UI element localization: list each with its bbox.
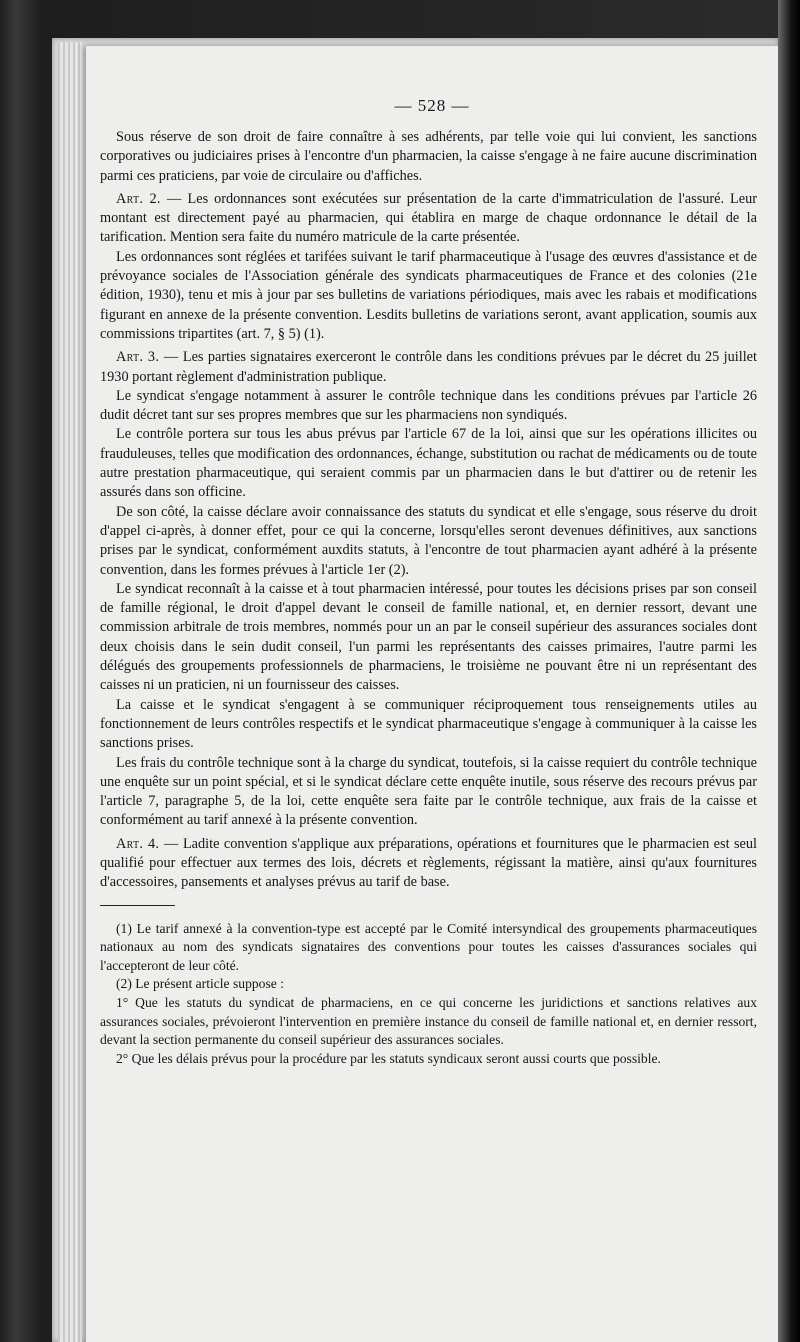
footnote: (2) Le présent article suppose :	[116, 976, 284, 992]
paragraph: Le syndicat s'engage notamment à assurer le contrôle technique dans les conditions prévues par l'article 26 dudit décret tant sur ses propres membres que sur les pharmaciens non syndiqués.	[100, 387, 757, 424]
article-paragraph: Art. 3. — Les parties signataires exerceront le contrôle dans les conditions prévues par le décret du 25 juillet 1930 portant règlement d'administration publique.	[100, 349, 757, 385]
paragraph: De son côté, la caisse déclare avoir connaissance des statuts du syndicat et elle s'engage, sous réserve du droit d'appel ci-après, à donner effet, pour ce qui la concerne, lorsqu'elles seront devenues définitives, aux sanctions prises par le syndicat, conformément auxdits statuts, à l'encontre de tout pharmacien ayant adhéré à la présente convention, dans les formes prévues à l'article 1er (2).	[100, 503, 757, 578]
paragraph: Les frais du contrôle technique sont à la charge du syndicat, toutefois, si la caisse requiert du contrôle technique une enquête sur un point spécial, et si le syndicat déclare cette enquête inutile, sous réserve des recours prévus par l'article 7, paragraphe 5, de la loi, cette enquête sera faite par le contrôle technique, aux frais de la caisse et conformément au tarif annexé à la présente convention.	[100, 754, 757, 829]
article-heading: Art. 4. —	[116, 835, 179, 852]
footnote: 1° Que les statuts du syndicat de pharmaciens, en ce qui concerne les juridictions et sanctions relatives aux assurances sociales, prévoieront l'intervention en première instance du conseil de famille national et, en dernier ressort, devant la section permanente du conseil supérieur des assurances sociales.	[100, 994, 757, 1048]
footnotes	[100, 920, 757, 1069]
article-heading: Art. 2. —	[116, 190, 182, 207]
footnote: (1) Le tarif annexé à la convention-type est accepté par le Comité intersyndical des groupements pharmaceutiques nationaux au nom des syndicats signataires des conventions pour toutes les caisses d'assurances sociales qui l'accepteront de leur côté.	[100, 920, 757, 973]
paragraph: La caisse et le syndicat s'engagent à se communiquer réciproquement tous renseignements utiles au fonctionnement de leurs contrôles respectifs et le syndicat pharmaceutique s'engage à communiquer à la caisse les sanctions prises.	[100, 696, 757, 752]
page-number: — 528 —	[394, 96, 470, 115]
paragraph: Les ordonnances sont réglées et tarifées suivant le tarif pharmaceutique à l'usage des œuvres d'assistance et de prévoyance sociales de l'Association générale des syndicats pharmaceutiques de France et des colonies (21e édition, 1930), tenu et mis à jour par ses bulletins de variations périodiques, mais avec les rabais et modifications figurant en annexe de la présente convention. Lesdits bulletins de variations seront, avant application, soumis aux commissions tripartites (art. 7, § 5) (1).	[100, 248, 757, 342]
paragraph: Sous réserve de son droit de faire connaître à ses adhérents, par telle voie qui lui convient, les sanctions corporatives ou judiciaires prises à l'encontre d'un pharmacien, la caisse s'engage à ne faire aucune discrimination parmi ces praticiens, par voie de circulaire ou d'affiches.	[100, 129, 757, 184]
paragraph: Le syndicat reconnaît à la caisse et à tout pharmacien intéressé, pour toutes les décisions prises par son conseil de famille régional, le droit d'appel devant le conseil de famille national, et, en dernier ressort, devant une commission arbitrale de trois membres, nommés pour un an par le conseil supérieur des assurances sociales dont deux choisis dans le sein dudit conseil, l'un parmi les représentants des caisses primaires, l'autre parmi les délégués des groupements professionnels de pharmaciens, le troisième ne pouvant être ni un représentant des caisses ni un praticien, ni un fournisseur des caisses.	[100, 580, 757, 694]
article-heading: Art. 3. —	[116, 349, 179, 366]
paragraph: Le contrôle portera sur tous les abus prévus par l'article 67 de la loi, ainsi que sur les opérations illicites ou frauduleuses, telles que modification des ordonnances, échange, substitution ou rachat de médicaments ou de toute autre prestation pharmaceutique, qui seraient commis par un pharmacien dans le but d'attirer ou de retenir les assurés dans son officine.	[100, 426, 757, 501]
article-paragraph: Art. 2. — Les ordonnances sont exécutées sur présentation de la carte d'immatriculation de l'assuré. Leur montant est directement payé au pharmacien, qui établira en marge de chaque ordonnance le détail de la tarification. Mention sera faite du numéro matricule de la carte présentée.	[100, 190, 757, 246]
footnote: 2° Que les délais prévus pour la procédure par les statuts syndicaux seront aussi courts que possible.	[116, 1050, 661, 1066]
article-paragraph: Art. 4. — Ladite convention s'applique aux préparations, opérations et fournitures que le pharmacien est seul qualifié pour effectuer aux termes des lois, décrets et règlements, régissant la matière, ainsi qu'aux fournitures d'accessoires, pansements et analyses prévus au tarif de base.	[100, 835, 757, 891]
body-text	[100, 128, 757, 1068]
footnote-separator	[100, 905, 175, 906]
binding-shadow	[778, 0, 800, 1342]
